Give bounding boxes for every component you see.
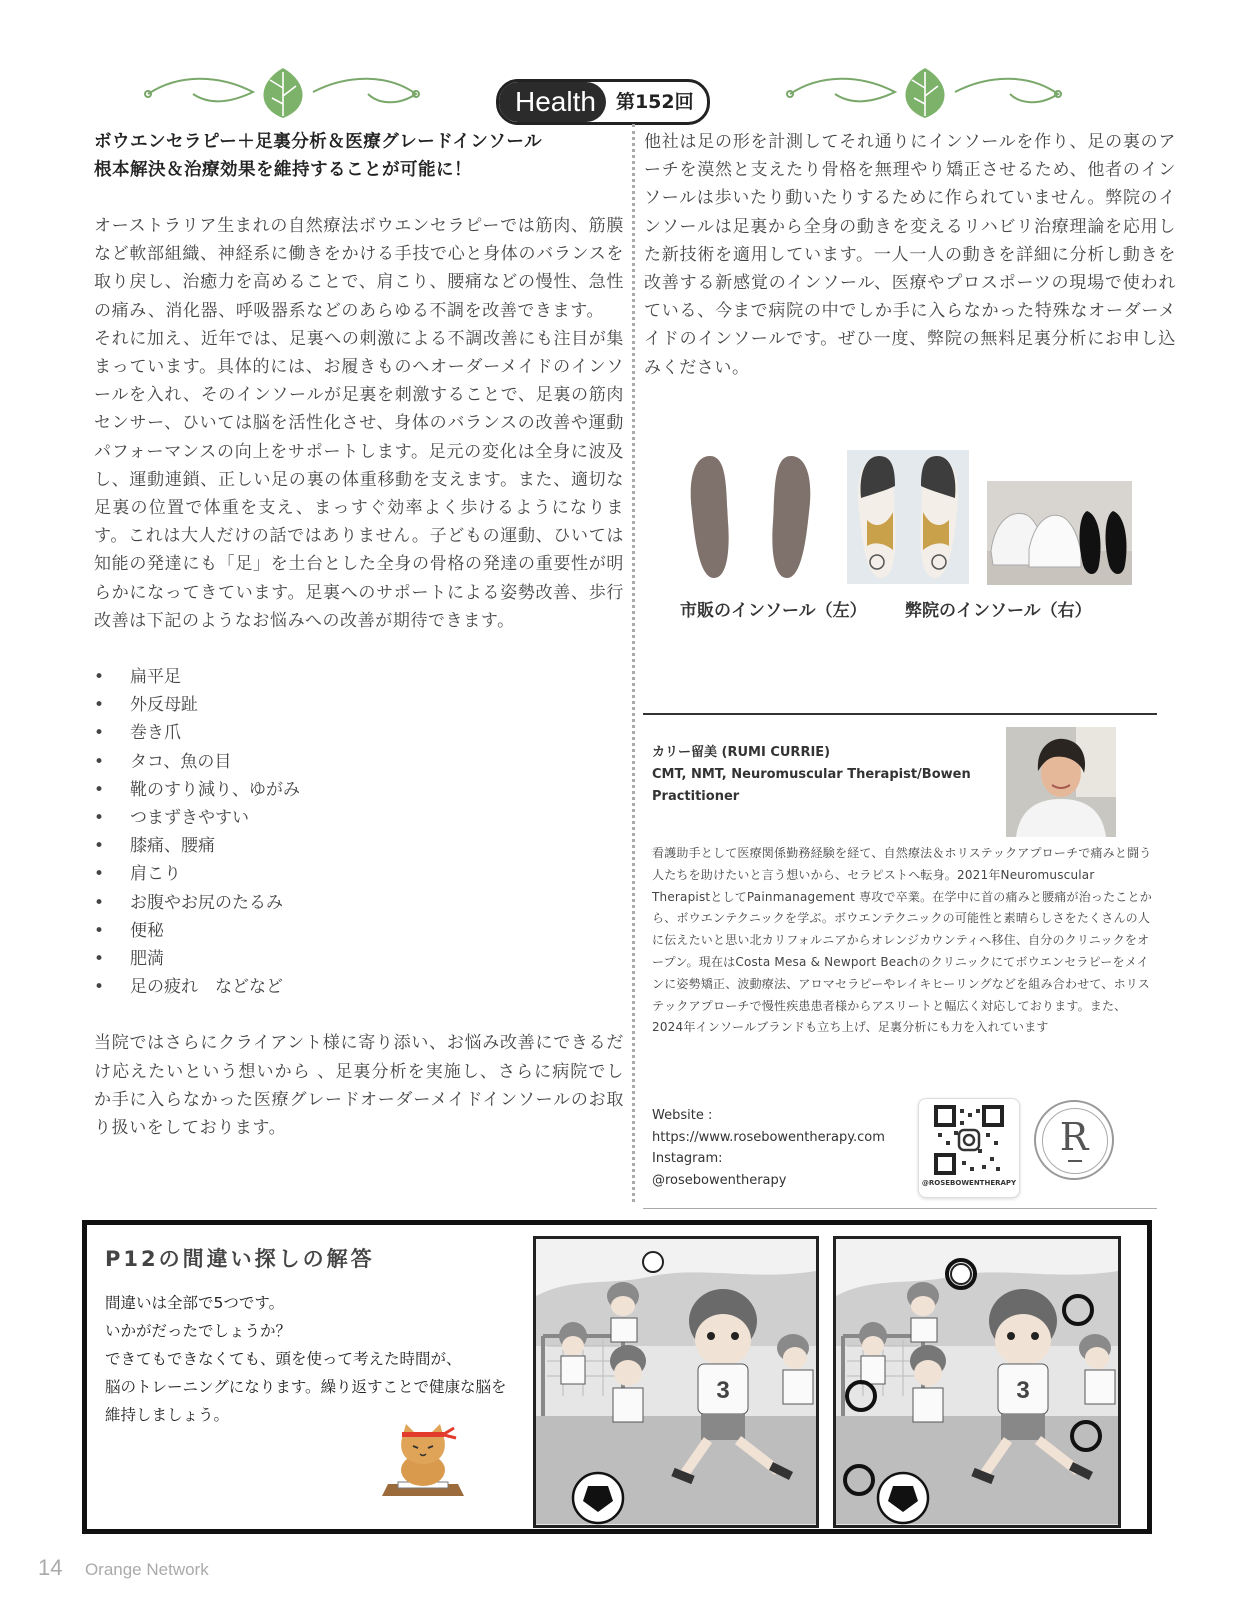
quiz-line: 脳のトレーニングになります。繰り返すことで健康な脳を	[105, 1378, 507, 1396]
author-credentials: CMT, NMT, Neuromuscular Therapist/Bowen Practitioner	[652, 767, 971, 804]
right-column	[644, 128, 1176, 382]
headline-line-1: ボウエンセラピー＋足裏分析＆医療グレードインソール	[94, 132, 543, 152]
author-bio: 看護助手として医療関係勤務経験を経て、自然療法＆ホリステックアプローチで痛みと闘う人たちを助けたいと言う想いから、セラピストへ転身。2021年Neuromuscular TherapistとしてPainmanagement 専攻で卒業。在学中に首の痛みと腰痛が治ったことから、ボウエンテクニックを学ぶ。ボウエンテクニックの可能性と素晴らしさをたくさんの人に伝えたいと思い北カリフォルニアからオレンジカウンティへ移住、自分のクリニックをオープン。現在はCosta Mesa & Newport Beachのクリニックにてボウエンセラピーをメインに姿勢矯正、波動療法、アロマセラピーやレイキヒーリングなどを組み合わせて、ホリステックアプローチで慢性疾患患者様からアスリートと幅広く対応しております。また、2024年インソールブランドも立ち上げ、足裏分析にも力を入れています	[652, 846, 1152, 1035]
headline-line-2: 根本解決＆治療効果を維持することが可能に！	[94, 160, 472, 180]
publication-name: Orange Network	[84, 1560, 209, 1579]
comparison-paragraph: 他社は足の形を計測してそれ通りにインソールを作り、足の裏のアーチを漠然と支えたり骨格を無理やり矯正させるため、他者のインソールは歩いたり動いたりするために作られていません。弊院のインソールは足裏から全身の動きを変えるリハビリ治療理論を応用した新技術を適用しています。一人一人の動きを詳細に分析し動きを改善する新感覚のインソール、医療やプロスポーツの現場で使われている、今まで病院の中でしか手に入らなかった特殊なオーダーメイドのインソールです。ぜひ一度、弊院の無料足裏分析にお申し込みください。	[644, 132, 1176, 378]
list-item: • 外反母趾	[94, 691, 624, 719]
symptom-list	[94, 663, 624, 1001]
quiz-line: できてもできなくても、頭を使って考えた時間が、	[105, 1350, 462, 1368]
section-badge	[496, 79, 710, 125]
list-item: • 便秘	[94, 917, 624, 945]
clinic-insole-caption: 弊院のインソール（右）	[905, 601, 1092, 621]
qr-caption: @ROSEBOWENTHERAPY	[921, 1179, 1017, 1187]
retail-insole-image	[688, 452, 813, 582]
left-leaf-ornament	[138, 64, 423, 120]
quiz-line: いかがだったでしょうか？	[105, 1322, 292, 1340]
quiz-title: P12の間違い探しの解答	[105, 1247, 375, 1271]
list-item: • 肥満	[94, 945, 624, 973]
list-item: • 扁平足	[94, 663, 624, 691]
service-paragraph: 当院ではさらにクライアント様に寄り添い、お悩み改善にできるだけ応えたいという想いから 、足裏分析を実施し、さらに病院でしか手に入らなかった医療グレードオーダーメイドインソールのお取り扱いをしております。	[94, 1033, 624, 1139]
website-label: Website :	[652, 1108, 713, 1123]
intro-paragraph: オーストラリア生まれの自然療法ボウエンセラピーでは筋肉、筋膜など軟部組織、神経系に働きをかける手技で心と身体のバランスを取り戻し、治癒力を高めることで、肩こり、腰痛などの慢性、急性の痛み、消化器、呼吸器系などのあらゆる不調を改善できます。	[94, 216, 624, 321]
clinic-insole-image	[847, 450, 969, 584]
instagram-link[interactable]: @rosebowentherapy	[652, 1172, 787, 1188]
list-item: • 膝痛、腰痛	[94, 832, 624, 860]
page-number: 14	[38, 1555, 63, 1580]
issue-number: 第152回	[615, 91, 694, 113]
author-name: カリー留美 (RUMI CURRIE)	[652, 745, 831, 760]
shoes-with-insoles-image	[987, 481, 1132, 585]
right-leaf-ornament	[780, 64, 1065, 120]
list-item: • 肩こり	[94, 860, 624, 888]
insole-paragraph: それに加え、近年では、足裏への刺激による不調改善にも注目が集まっています。具体的には、お履きものへオーダーメイドのインソールを入れ、そのインソールが足裏を刺激することで、足裏の筋肉センサー、ひいては脳を活性化させ、身体のバランスの改善や運動パフォーマンスの向上をサポートします。足元の変化は全身に波及し、運動連鎖、正しい足の裏の体重移動を支えます。また、適切な足裏の位置で体重を支え、まっすぐ効率よく歩けるようになります。これは大人だけの話ではありません。子どもの運動、ひいては知能の発達にも「足」を土台とした全身の骨格の発達の重要性が明らかになってきています。足裏へのサポートによる姿勢改善、歩行改善は下記のようなお悩みへの改善が期待できます。	[94, 328, 624, 631]
website-link[interactable]: https://www.rosebowentherapy.com	[652, 1129, 885, 1145]
quiz-text	[105, 1289, 506, 1429]
column-divider	[632, 124, 635, 1202]
list-item: • 足の疲れ などなど	[94, 973, 624, 1001]
list-item: • 靴のすり減り、ゆがみ	[94, 776, 624, 804]
contact-links	[652, 1105, 922, 1191]
quiz-line: 維持しましょう。	[105, 1406, 230, 1424]
list-item: • タコ、魚の目	[94, 748, 624, 776]
clinic-logo-letter: R	[1059, 1115, 1089, 1159]
jersey-number: 3	[1016, 1377, 1030, 1404]
list-item: • 巻き爪	[94, 719, 624, 747]
puzzle-answer-image	[833, 1236, 1121, 1528]
page-footer	[38, 1555, 209, 1581]
list-item: • お腹やお尻のたるみ	[94, 889, 624, 917]
list-item: • つまずきやすい	[94, 804, 624, 832]
instagram-label: Instagram:	[652, 1151, 723, 1166]
author-photo	[1006, 727, 1116, 837]
clinic-logo	[1034, 1100, 1114, 1180]
section-label: Health	[499, 82, 606, 122]
puzzle-original-image	[533, 1236, 819, 1528]
retail-insole-caption: 市販のインソール（左）	[680, 601, 867, 621]
quiz-line: 間違いは全部で5つです。	[105, 1294, 285, 1312]
profile-bottom-rule	[643, 1208, 1157, 1209]
qr-code-card[interactable]	[918, 1098, 1020, 1198]
profile-top-rule	[643, 713, 1157, 715]
study-cat-illustration	[378, 1418, 468, 1504]
qr-code-icon	[934, 1105, 1004, 1175]
left-column	[94, 128, 624, 1142]
jersey-number: 3	[716, 1377, 730, 1404]
